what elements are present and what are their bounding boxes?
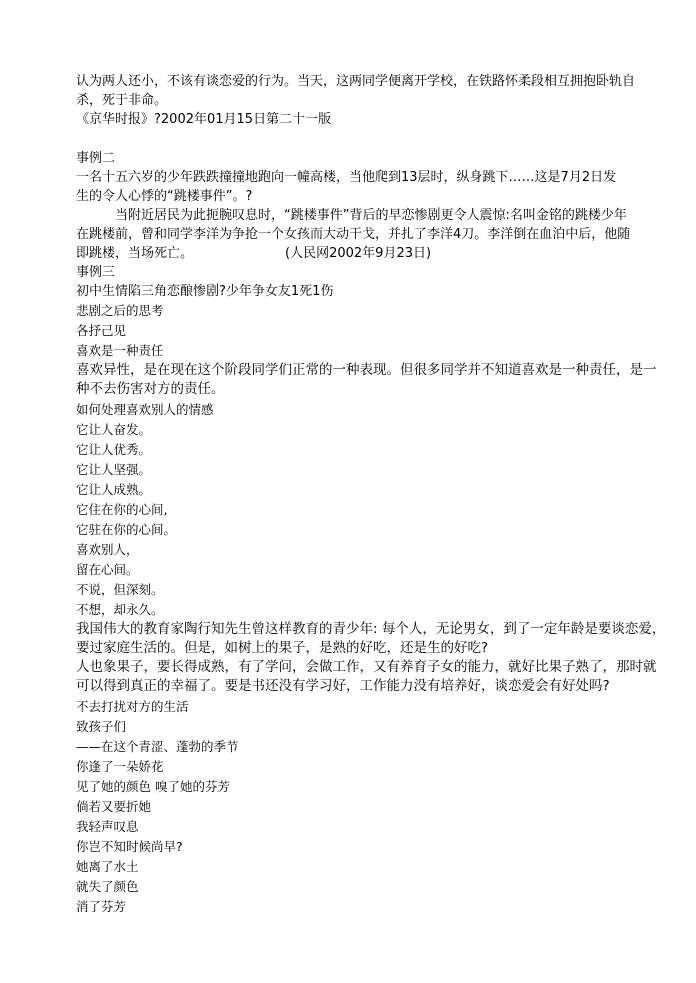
- poem-line: 它驻在你的心间。: [76, 521, 177, 537]
- section-heading: 悲剧之后的思考: [76, 303, 164, 318]
- blank-line: [76, 129, 624, 149]
- poem-line: 它住在你的心间,: [76, 501, 168, 517]
- case-title: 事例三: [76, 265, 116, 280]
- case-headline: 初中生情陷三角恋酿惨剧?少年争女友1死1伤: [76, 284, 334, 299]
- text-line: [76, 244, 624, 263]
- text-line: 可以得到真正的幸福了。要是书还没有学习好，工作能力没有培养好，谈恋爱会有好处吗?: [76, 678, 610, 695]
- text-line: 人也象果子，要长得成熟，有了学问，会做工作，又有养育子女的能力，就好比果子熟了，那时就: [76, 659, 657, 676]
- poem-line: 它让人优秀。: [76, 441, 152, 457]
- poem-line: 如何处理喜欢别人的情感: [76, 401, 214, 417]
- poem-line: 不去打扰对方的生活: [76, 698, 189, 714]
- poem-line: 消了芬芳: [76, 898, 127, 914]
- text-line: 我国伟大的教育家陶行知先生曾这样教育的青少年: 每个人，无论男女，到了一定年龄是要谈恋爱，: [76, 620, 666, 637]
- poem-line: 就失了颜色: [76, 878, 139, 894]
- poem-line: 不说，但深刻。: [76, 581, 164, 597]
- poem-line: 不想，却永久。: [76, 601, 164, 617]
- section-heading: 各抒己见: [76, 323, 127, 338]
- document-page: [76, 72, 666, 917]
- text-line: 种不去伤害对方的责任。: [76, 381, 225, 398]
- text-span: 即跳楼，当场死亡。: [76, 246, 194, 261]
- text-line: 一名十五六岁的少年跌跌撞撞地跑向一幢高楼，当他爬到13层时，纵身跳下……这是7月2日发: [76, 170, 617, 185]
- text-line: 当附近居民为此扼腕叹息时，“跳楼事件”背后的早恋惨剧更令人震惊:名叫金铭的跳楼少年: [115, 208, 627, 223]
- text-line: 在跳楼前，曾和同学李洋为争抢一个女孩而大动干戈，并扎了李洋4刀。李洋倒在血泊中后，他随: [76, 227, 631, 242]
- poem-line: 你逢了一朵娇花: [76, 758, 164, 774]
- text-line: 要过家庭生活的。但是，如树上的果子，是熟的好吃，还是生的好吃?: [76, 639, 489, 656]
- poem-line: 留在心间。: [76, 561, 139, 577]
- source-citation: 《京华时报》?2002年01月15日第二十一版: [76, 112, 332, 127]
- poem-line: ——在这个青涩、蓬勃的季节: [76, 738, 239, 754]
- poem-line: 喜欢别人，: [76, 541, 139, 557]
- poem-line: 致孩子们: [76, 718, 127, 734]
- poem-line: 倘若又要折她: [76, 798, 152, 814]
- text-line: 喜欢异性，是在现在这个阶段同学们正常的一种表现。但很多同学并不知道喜欢是一种责任，是一: [76, 362, 657, 378]
- source-citation: (人民网2002年9月23日): [285, 246, 432, 261]
- text-line: 认为两人还小，不该有谈恋爱的行为。当天，这两同学便离开学校，在铁路怀柔段相互拥抱卧轨自: [76, 74, 636, 89]
- section-heading: 喜欢是一种责任: [76, 343, 164, 358]
- text-line: 生的令人心悸的“跳楼事件”。?: [76, 189, 253, 204]
- poem-line: 它让人坚强。: [76, 461, 152, 477]
- poem-line: 我轻声叹息: [76, 818, 139, 834]
- case-title: 事例二: [76, 151, 116, 166]
- poem-line: 见了她的颜色 嗅了她的芬芳: [76, 778, 230, 794]
- poem-line: 它让人成熟。: [76, 481, 152, 497]
- poem-line: 她离了水土: [76, 858, 139, 874]
- poem-line: 它让人奋发。: [76, 421, 152, 437]
- text-line: 杀，死于非命。: [76, 93, 168, 108]
- poem-line: 你岂不知时候尚早?: [76, 838, 183, 854]
